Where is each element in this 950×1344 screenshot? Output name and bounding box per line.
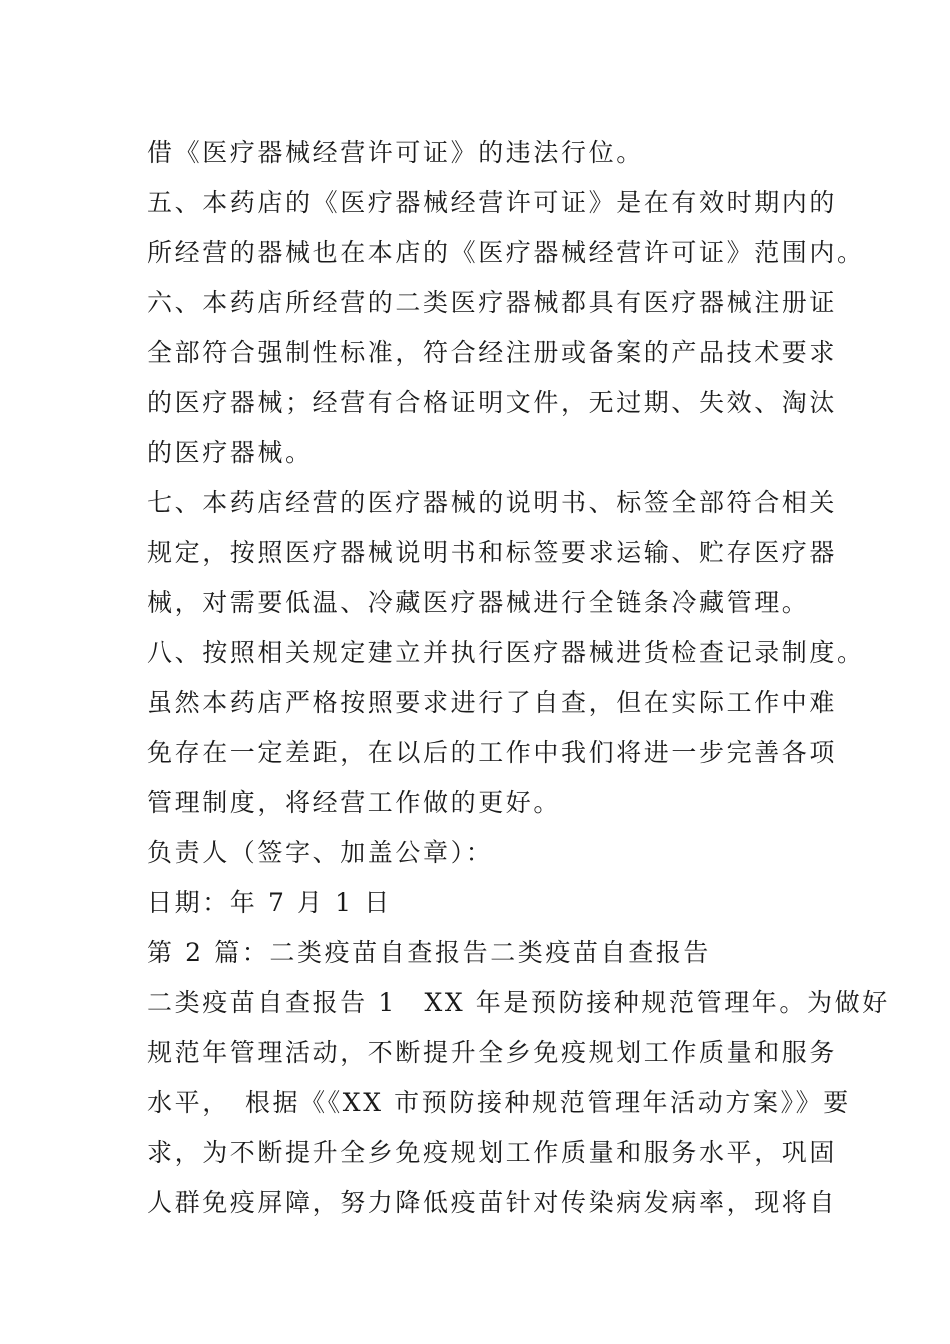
text-line: 免存在一定差距，在以后的工作中我们将进一步完善各项 [147, 738, 838, 767]
text-line: 二类疫苗自查报告 1 XX 年是预防接种规范管理年。为做好 [147, 988, 890, 1017]
signature-label: 负责人（签字、加盖公章）： [147, 838, 494, 867]
text-line: 人群免疫屏障，努力降低疫苗针对传染病发病率，现将自 [147, 1188, 838, 1217]
text-line: 八、按照相关规定建立并执行医疗器械进货检查记录制度。 [147, 638, 865, 667]
text-line: 规范年管理活动，不断提升全乡免疫规划工作质量和服务 [147, 1038, 838, 1067]
text-line: 虽然本药店严格按照要求进行了自查，但在实际工作中难 [147, 688, 838, 717]
text-line: 所经营的器械也在本店的《医疗器械经营许可证》范围内。 [147, 238, 865, 267]
text-line: 借《医疗器械经营许可证》的违法行位。 [147, 138, 644, 167]
text-line: 规定，按照医疗器械说明书和标签要求运输、贮存医疗器 [147, 538, 838, 567]
text-line: 六、本药店所经营的二类医疗器械都具有医疗器械注册证 [147, 288, 838, 317]
section-heading: 第 2 篇：二类疫苗自查报告二类疫苗自查报告 [147, 938, 712, 967]
document-body [147, 128, 890, 1228]
date-line: 日期：年 7 月 1 日 [147, 888, 392, 917]
text-line: 械，对需要低温、冷藏医疗器械进行全链条冷藏管理。 [147, 588, 810, 617]
text-line: 求，为不断提升全乡免疫规划工作质量和服务水平，巩固 [147, 1138, 838, 1167]
text-line: 水平， 根据《《XX 市预防接种规范管理年活动方案》》要 [147, 1088, 851, 1117]
text-line: 七、本药店经营的医疗器械的说明书、标签全部符合相关 [147, 488, 838, 517]
text-line: 全部符合强制性标准，符合经注册或备案的产品技术要求 [147, 338, 838, 367]
text-line: 五、本药店的《医疗器械经营许可证》是在有效时期内的 [147, 188, 838, 217]
text-line: 的医疗器械。 [147, 438, 313, 467]
text-line: 的医疗器械；经营有合格证明文件，无过期、失效、淘汰 [147, 388, 838, 417]
text-line: 管理制度，将经营工作做的更好。 [147, 788, 562, 817]
